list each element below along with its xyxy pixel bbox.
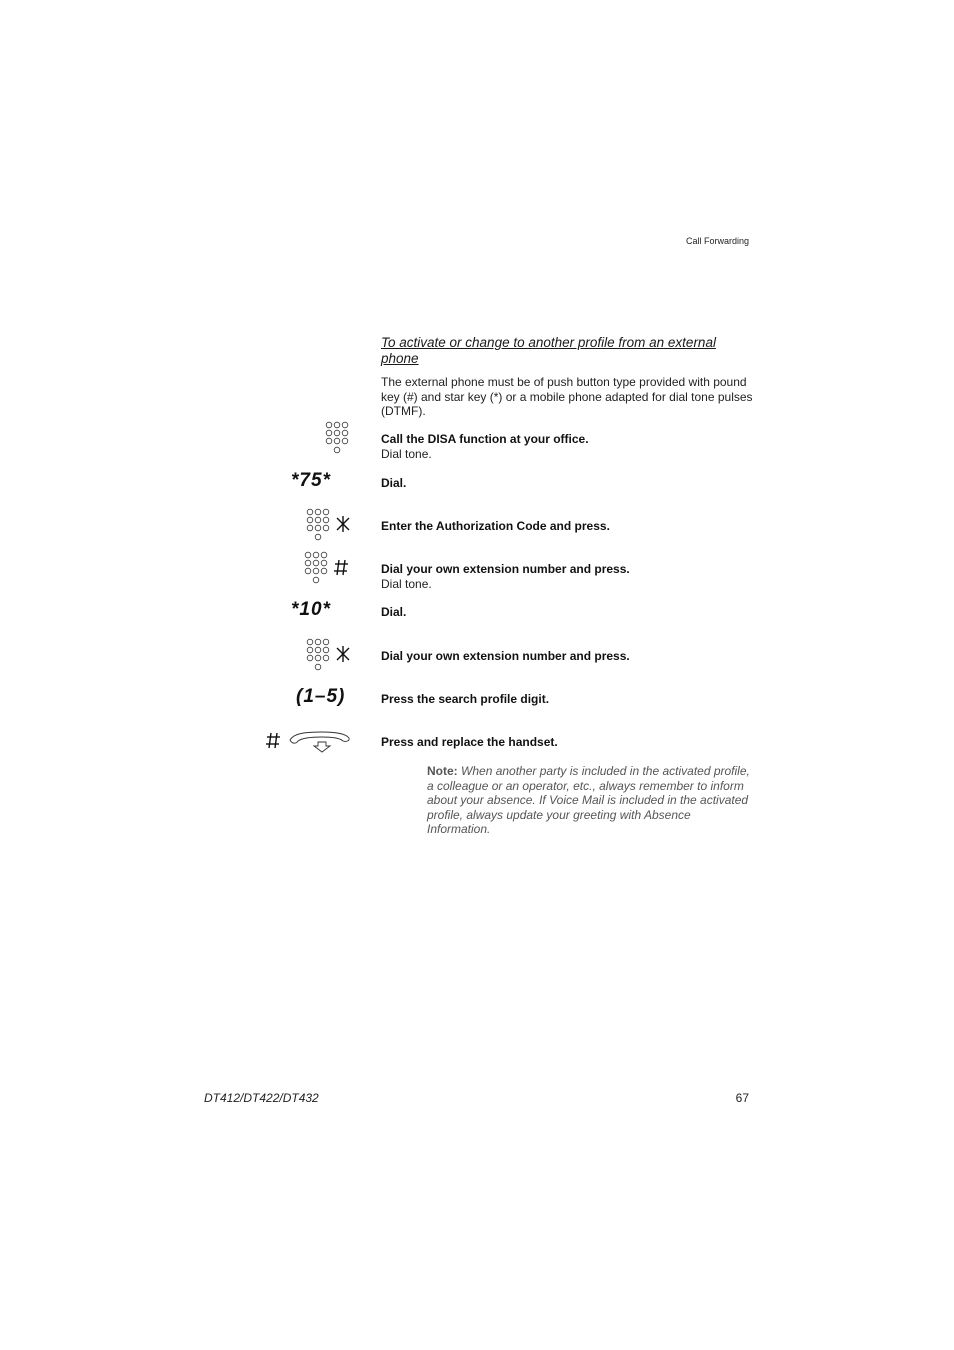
step-dial-10: Dial.	[381, 605, 407, 619]
step-profile-digit: Press the search profile digit.	[381, 692, 550, 706]
step-extension-star: Dial your own extension number and press.	[381, 649, 630, 663]
section-header: Call Forwarding	[685, 236, 749, 246]
dial-code-10: *10*	[291, 599, 331, 620]
keypad-icon	[325, 421, 351, 457]
keypad-hash-icon	[304, 551, 352, 587]
step-extension-hash: Dial your own extension number and press. Dial tone.	[381, 562, 630, 591]
note-label: Note:	[427, 764, 458, 778]
profile-digit-range: (1–5)	[296, 686, 346, 707]
step-replace-handset: Press and replace the handset.	[381, 735, 558, 749]
keypad-star-icon	[306, 508, 352, 544]
footer-model: DT412/DT422/DT432	[204, 1091, 319, 1105]
step-call-disa: Call the DISA function at your office. Dial tone.	[381, 432, 589, 461]
keypad-star-icon	[306, 638, 352, 674]
step-dial-75: Dial.	[381, 476, 407, 490]
hash-handset-icon	[266, 730, 352, 754]
page-title: To activate or change to another profile from an external phone	[381, 335, 716, 366]
step-auth-code: Enter the Authorization Code and press.	[381, 519, 610, 533]
intro-text: The external phone must be of push button type provided with pound key (#) and star key (*) or a mobile phone adapted for dial tone pulses (DTMF).	[381, 375, 753, 418]
dial-code-75: *75*	[291, 470, 331, 491]
page-number: 67	[735, 1091, 749, 1105]
note-text: When another party is included in the activated profile, a colleague or an operator, etc., always remember to inform about your absence. If Voice Mail is included in the activated profile, always update your greeting with Absence Information.	[427, 764, 750, 836]
note-block	[427, 764, 753, 837]
